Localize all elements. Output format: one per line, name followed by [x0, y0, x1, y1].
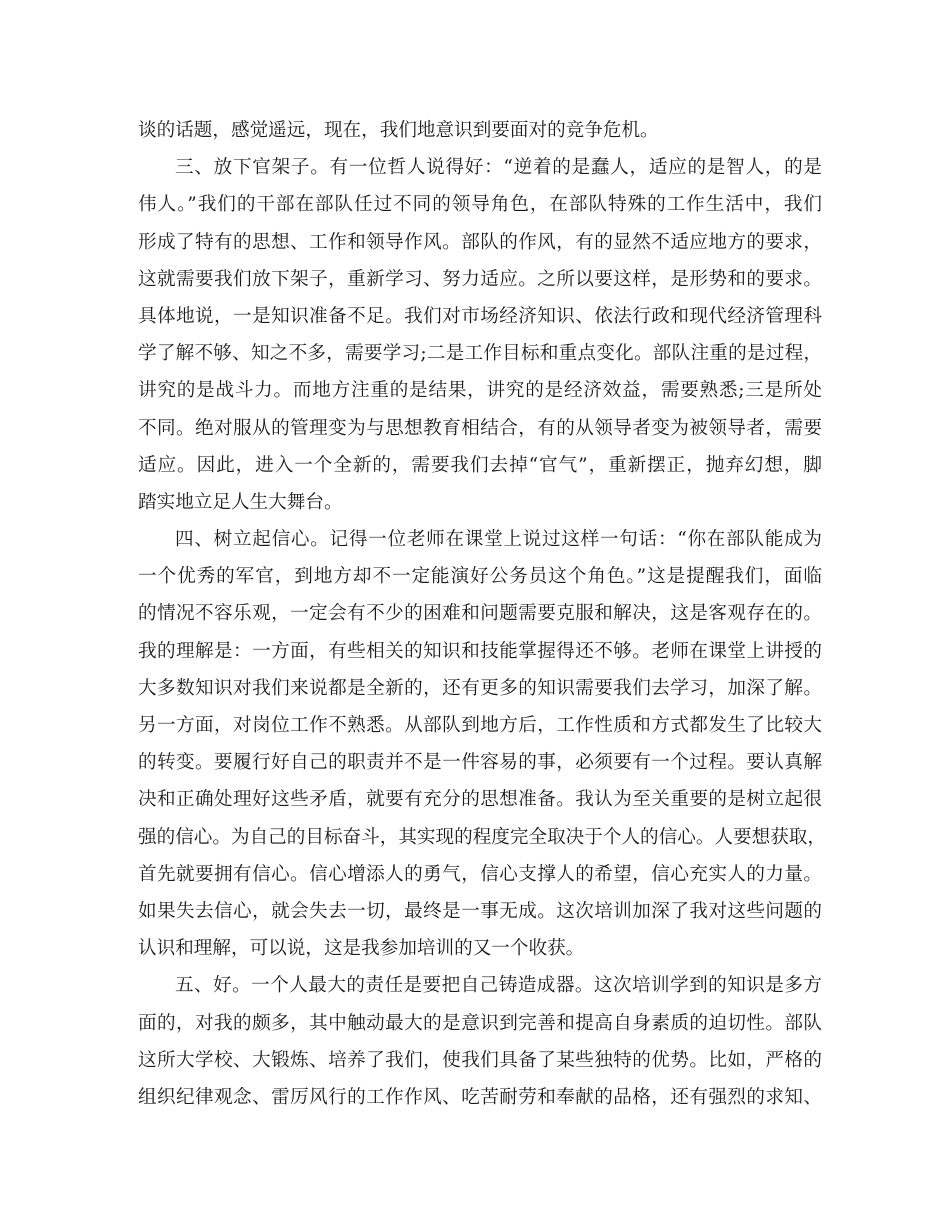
text-line: 认识和理解，可以说，这是我参加培训的又一个收获。 [138, 938, 585, 960]
text-line: 五、好。一个人最大的责任是要把自己铸造成器。这次培训学到的知识是多方 [175, 975, 822, 997]
text-line: 大多数知识对我们来说都是全新的，还有更多的知识需要我们去学习，加深了解。 [138, 677, 822, 699]
text-line: 讲究的是战斗力。而地方注重的是结果，讲究的是经济效益，需要熟悉;三是所处 [138, 380, 822, 402]
text-line: 一个优秀的军官，到地方却不一定能演好公务员这个角色。”这是提醒我们，面临 [138, 566, 822, 588]
text-line: 学了解不够、知之不多，需要学习;二是工作目标和重点变化。部队注重的是过程， [138, 343, 822, 365]
text-line: 形成了特有的思想、工作和领导作风。部队的作风，有的显然不适应地方的要求， [138, 231, 822, 253]
text-line: 这所大学校、大锻炼、培养了我们，使我们具备了某些独特的优势。比如，严格的 [138, 1049, 822, 1071]
text-line: 四、树立起信心。记得一位老师在课堂上说过这样一句话：“你在部队能成为 [175, 529, 822, 551]
text-line: 组织纪律观念、雷厉风行的工作作风、吃苦耐劳和奉献的品格，还有强烈的求知、 [138, 1086, 822, 1108]
text-line: 不同。绝对服从的管理变为与思想教育相结合，有的从领导者变为被领导者，需要 [138, 417, 822, 439]
text-line: 决和正确处理好这些矛盾，就要有充分的思想准备。我认为至关重要的是树立起很 [138, 789, 822, 811]
text-line: 谈的话题，感觉遥远，现在，我们地意识到要面对的竞争危机。 [138, 120, 659, 141]
text-line: 这就需要我们放下架子，重新学习、努力适应。之所以要这样，是形势和的要求。 [138, 268, 822, 290]
text-line: 如果失去信心，就会失去一切，最终是一事无成。这次培训加深了我对这些问题的 [138, 900, 822, 922]
text-line: 踏实地立足人生大舞台。 [138, 491, 343, 513]
text-line: 首先就要拥有信心。信心增添人的勇气，信心支撑人的希望，信心充实人的力量。 [138, 863, 822, 885]
text-line: 三、放下官架子。有一位哲人说得好：“逆着的是蠢人，适应的是智人，的是 [175, 157, 822, 179]
document-page [138, 112, 826, 1116]
text-line: 具体地说，一是知识准备不足。我们对市场经济知识、依法行政和现代经济管理科 [138, 305, 822, 327]
text-line: 适应。因此，进入一个全新的，需要我们去掉“官气”，重新摆正，抛弃幻想，脚 [138, 454, 822, 476]
text-line: 强的信心。为自己的目标奋斗，其实现的程度完全取决于个人的信心。人要想获取， [138, 826, 826, 848]
text-line: 面的，对我的颇多，其中触动最大的是意识到完善和提高自身素质的迫切性。部队 [138, 1012, 822, 1034]
text-line: 另一方面，对岗位工作不熟悉。从部队到地方后，工作性质和方式都发生了比较大 [138, 715, 822, 736]
text-line: 伟人。”我们的干部在部队任过不同的领导角色，在部队特殊的工作生活中，我们 [138, 194, 822, 216]
text-line: 我的理解是：一方面，有些相关的知识和技能掌握得还不够。老师在课堂上讲授的 [138, 640, 822, 662]
text-line: 的转变。要履行好自己的职责并不是一件容易的事，必须要有一个过程。要认真解 [138, 752, 822, 774]
text-line: 的情况不容乐观，一定会有不少的困难和问题需要克服和解决，这是客观存在的。 [138, 603, 822, 625]
